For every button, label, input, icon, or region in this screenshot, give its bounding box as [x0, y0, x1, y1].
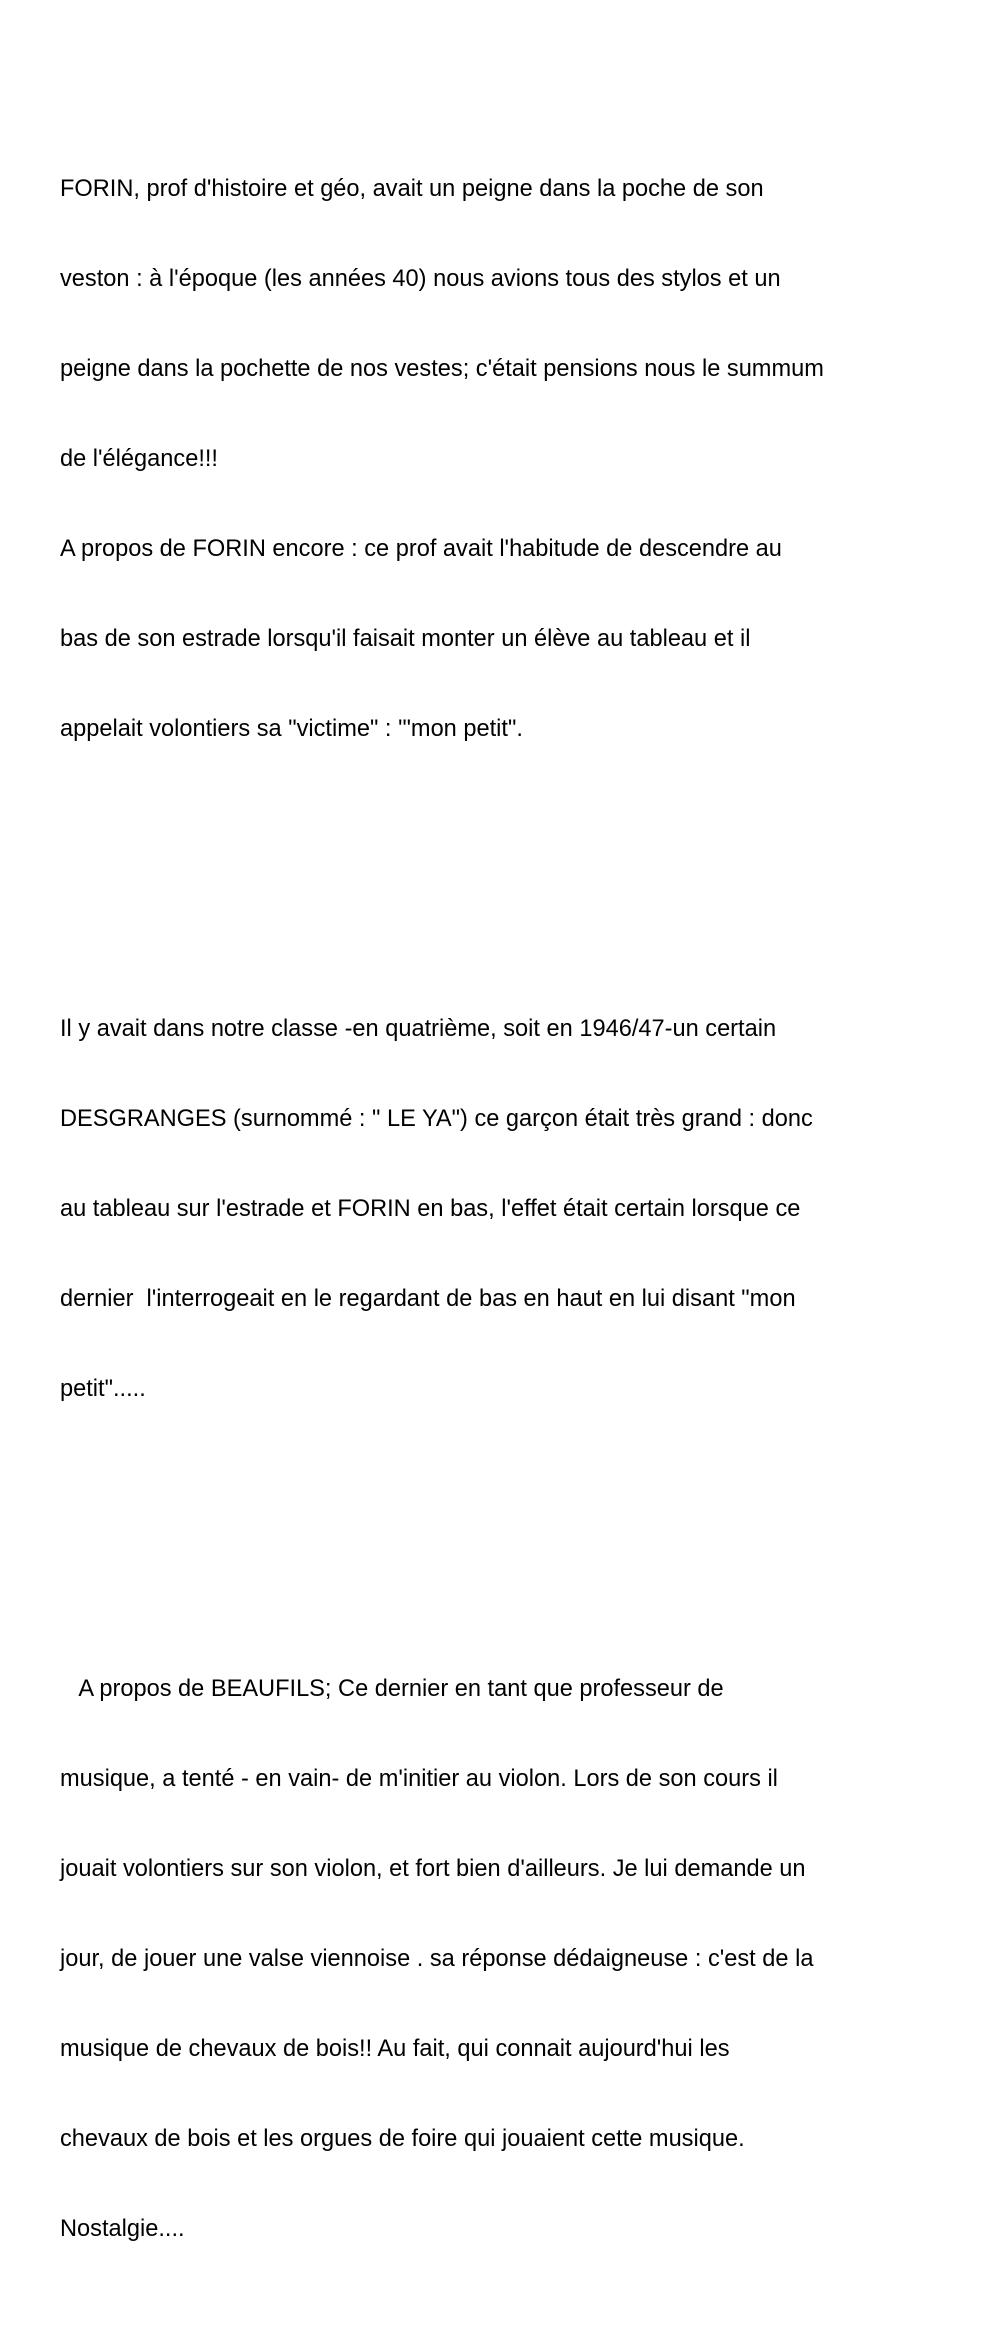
text-line: bas de son estrade lorsqu'il faisait monter un élève au tableau et il — [60, 626, 751, 652]
text-line: de l'élégance!!! — [60, 446, 218, 472]
text-line: FORIN, prof d'histoire et géo, avait un peigne dans la poche de son — [60, 176, 764, 202]
text-line: dernier l'interrogeait en le regardant de bas en haut en lui disant "mon — [60, 1286, 796, 1312]
text-line: petit"..... — [60, 1376, 146, 1402]
text-line: DESGRANGES (surnommé : " LE YA") ce garçon était très grand : donc — [60, 1106, 813, 1132]
text-line: jouait volontiers sur son violon, et fort bien d'ailleurs. Je lui demande un — [60, 1856, 806, 1882]
document-body — [60, 54, 980, 2334]
paragraph-spacer — [60, 1524, 980, 1554]
paragraph-spacer — [60, 864, 980, 894]
text-line: musique de chevaux de bois!! Au fait, qui connait aujourd'hui les — [60, 2036, 730, 2062]
text-line: jour, de jouer une valse viennoise . sa réponse dédaigneuse : c'est de la — [60, 1946, 814, 1972]
text-line: appelait volontiers sa "victime" : '"mon petit". — [60, 716, 523, 742]
text-line: A propos de BEAUFILS; Ce dernier en tant que professeur de — [60, 1676, 724, 1702]
text-line: peigne dans la pochette de nos vestes; c'était pensions nous le summum — [60, 356, 824, 382]
paragraph-forin-comb — [60, 114, 980, 804]
text-line: au tableau sur l'estrade et FORIN en bas, l'effet était certain lorsque ce — [60, 1196, 801, 1222]
text-line: Il y avait dans notre classe -en quatrième, soit en 1946/47-un certain — [60, 1016, 777, 1042]
text-line: veston : à l'époque (les années 40) nous avions tous des stylos et un — [60, 266, 781, 292]
paragraph-beaufils — [60, 1614, 980, 2304]
text-line: A propos de FORIN encore : ce prof avait l'habitude de descendre au — [60, 536, 782, 562]
text-line: chevaux de bois et les orgues de foire qui jouaient cette musique. — [60, 2126, 745, 2152]
text-line: musique, a tenté - en vain- de m'initier au violon. Lors de son cours il — [60, 1766, 778, 1792]
paragraph-desgranges — [60, 954, 980, 1464]
text-line: Nostalgie.... — [60, 2216, 185, 2242]
